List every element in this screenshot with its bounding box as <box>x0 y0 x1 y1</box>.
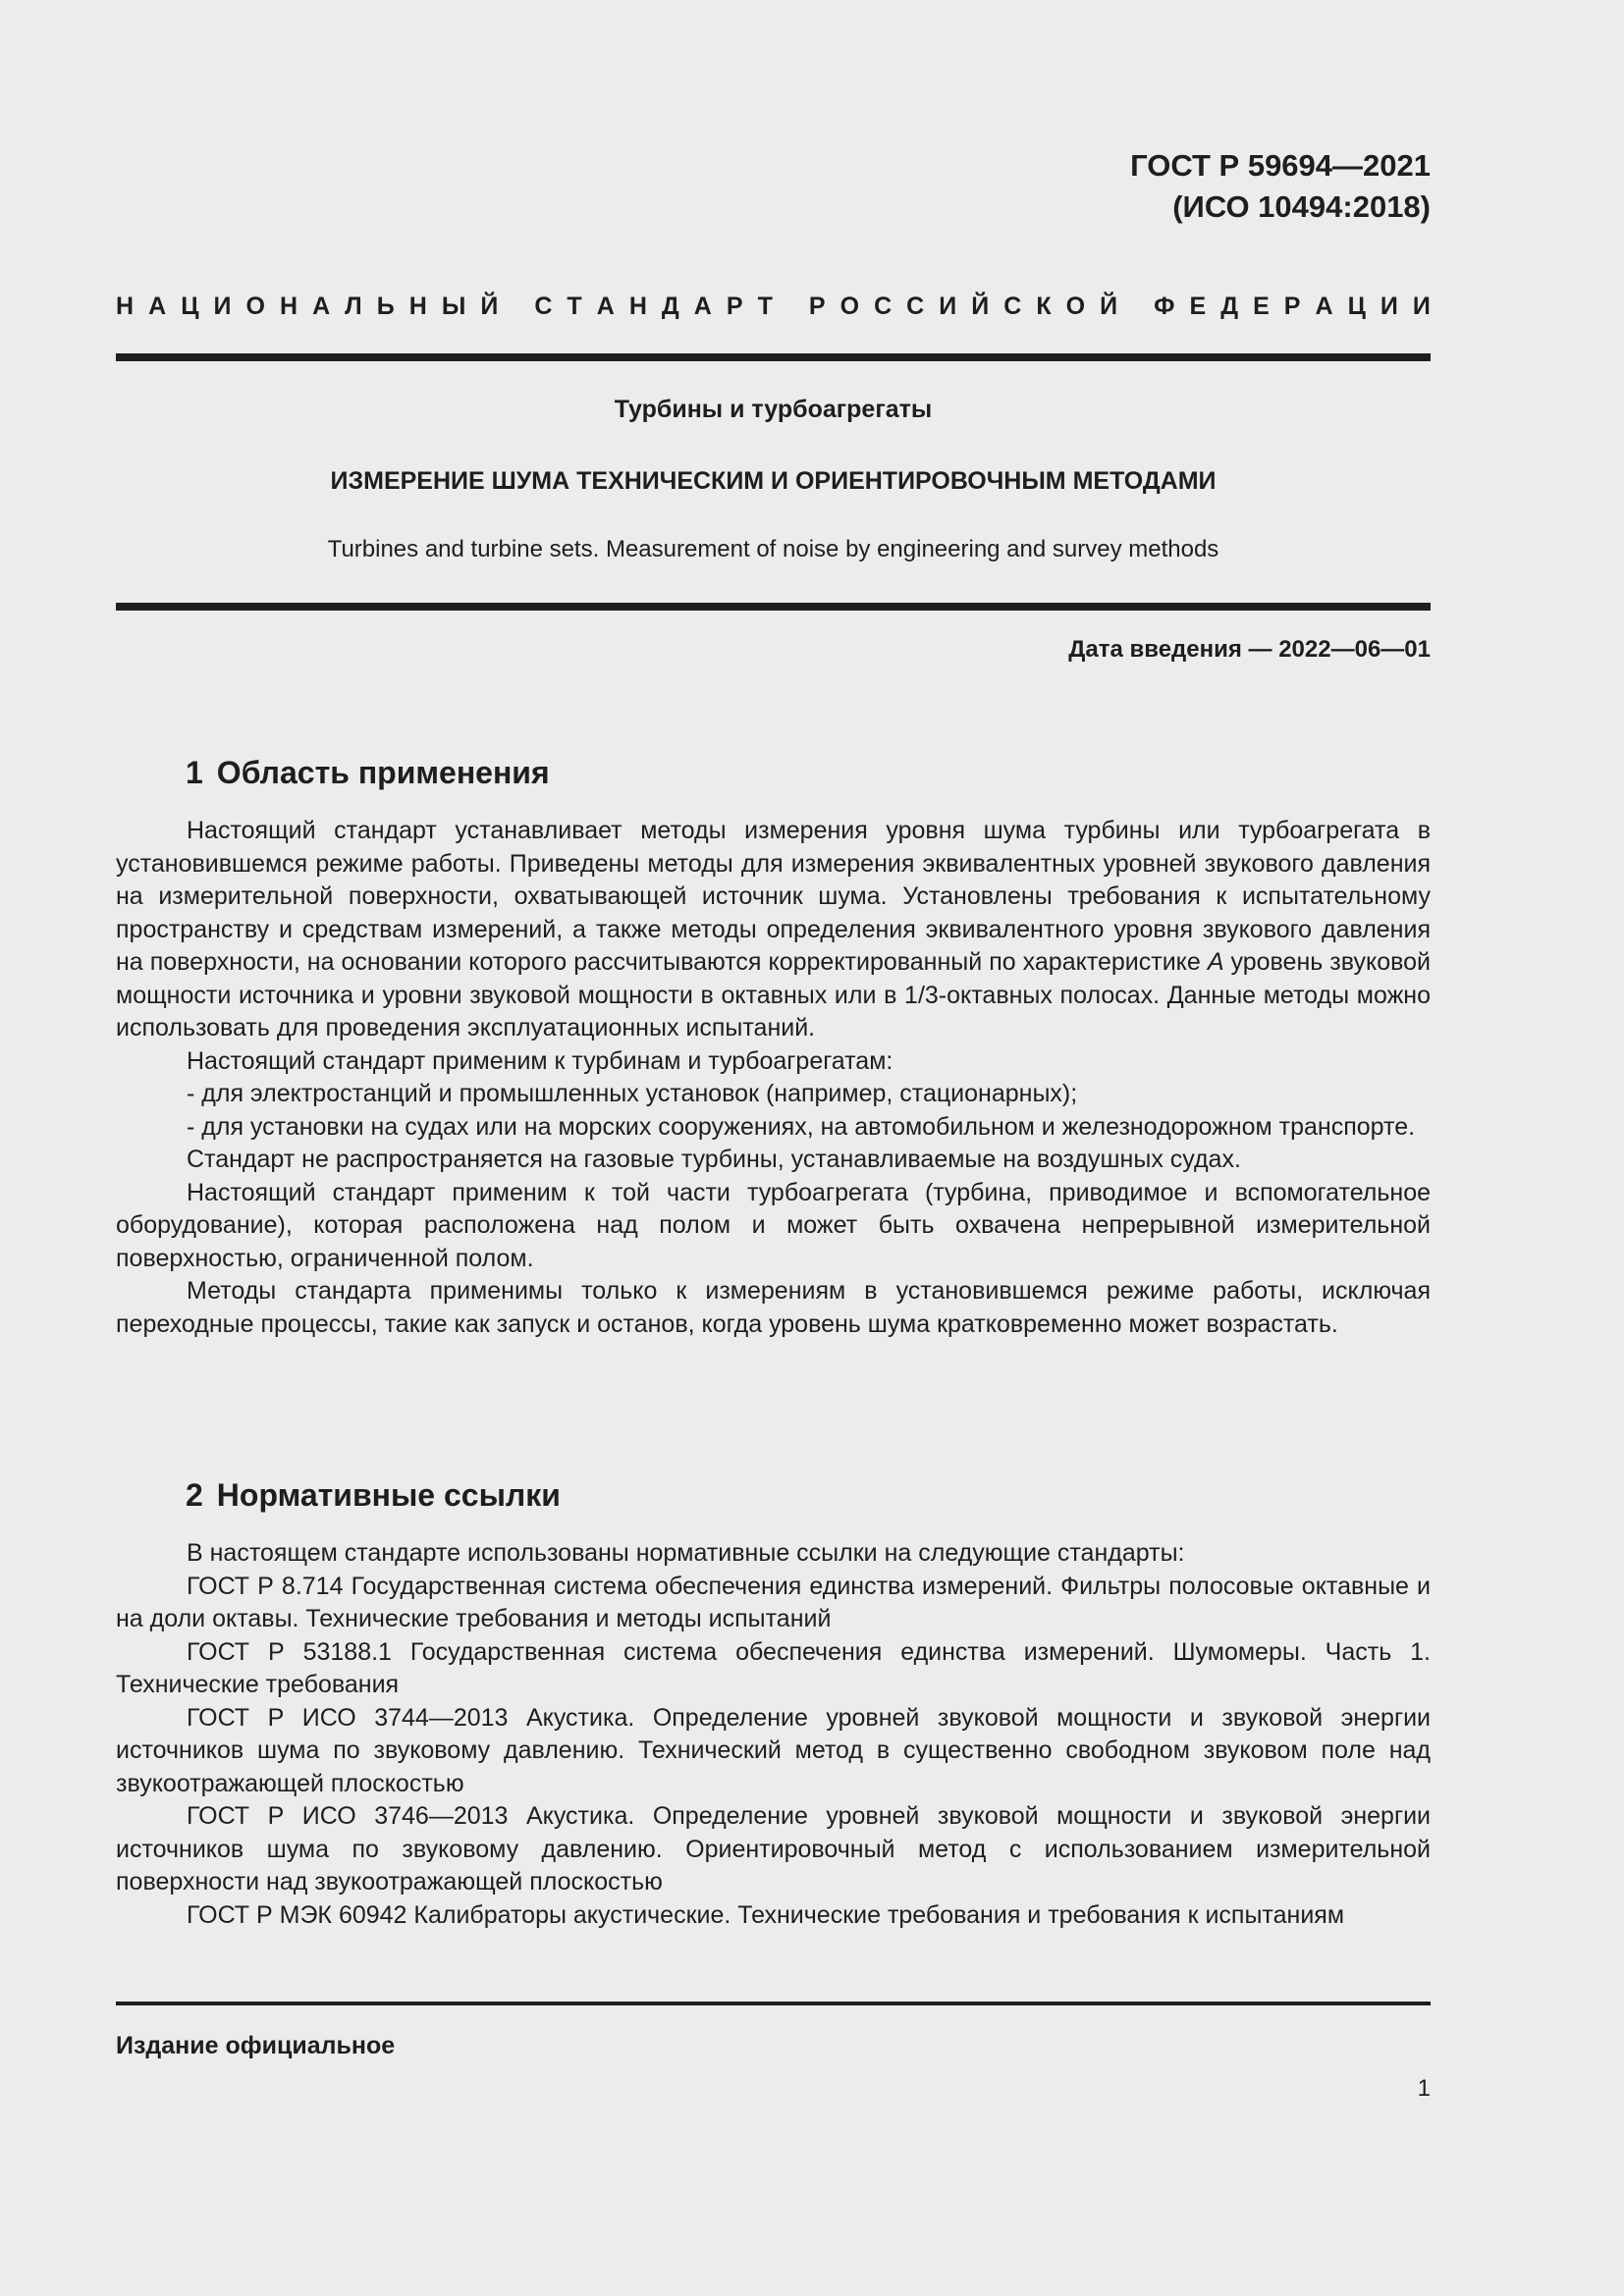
national-standard-letter: С <box>534 293 553 320</box>
section-2-body <box>116 1537 1431 1932</box>
section-1-body <box>116 815 1431 1341</box>
section-2-heading <box>186 1474 561 1516</box>
national-standard-letter: Н <box>408 293 427 320</box>
reference-item: ГОСТ Р 53188.1 Государственная система обеспечения единства измерений. Шумомеры. Часть 1. Технические требования <box>116 1637 1431 1698</box>
italic-symbol: А <box>1207 948 1224 976</box>
national-standard-letter: С <box>1003 293 1022 320</box>
national-standard-letter: Р <box>808 293 826 320</box>
top-rule <box>116 353 1431 361</box>
section-1-list-item: - для установки на судах или на морских сооружениях, на автомобильном и железнодорожном транспорте. <box>187 1112 1416 1141</box>
national-standard-letter: А <box>693 293 712 320</box>
national-standard-letter: А <box>312 293 331 320</box>
national-standard-letter <box>1132 290 1139 323</box>
national-standard-letter: А <box>148 293 167 320</box>
national-standard-letter: С <box>874 293 893 320</box>
document-title-english: Turbines and turbine sets. Measurement of noise by engineering and survey methods <box>327 536 1219 562</box>
national-standard-letter: Р <box>1283 293 1301 320</box>
footer-rule <box>116 2002 1431 2005</box>
national-standard-letter: Е <box>1253 293 1270 320</box>
national-standard-letter: Й <box>480 293 499 320</box>
national-standard-letter: С <box>906 293 925 320</box>
document-number <box>1130 145 1431 228</box>
national-standard-letter: К <box>1036 293 1052 320</box>
text-run: уровень звуковой мощности источника и уровни звуковой мощности в октавных или в 1/3-октавных полосах. Данные методы можно использовать для проведения эксплуатационных испытаний. <box>116 948 1431 1041</box>
section-2-number: 2 <box>186 1477 203 1513</box>
page-number: 1 <box>1417 2075 1431 2102</box>
national-standard-letter: Т <box>757 293 773 320</box>
official-edition-label: Издание официальное <box>116 2032 396 2059</box>
section-1-paragraph: Настоящий стандарт применим к турбинам и турбоагрегатам: <box>187 1046 893 1075</box>
national-standard-heading <box>116 290 1431 323</box>
national-standard-letter: Т <box>567 293 582 320</box>
national-standard-letter: Д <box>661 293 679 320</box>
national-standard-letter: Н <box>116 293 135 320</box>
section-1-paragraph: Настоящий стандарт применим к той части турбоагрегата (турбина, приводимое и вспомогательное оборудование), которая расположена над полом и может быть охвачена непрерывной измерительной поверхностью, ограниченной полом. <box>116 1178 1431 1272</box>
national-standard-letter: Л <box>345 293 362 320</box>
section-1-title: Область применения <box>216 755 550 790</box>
introduction-date: Дата введения — 2022—06—01 <box>1068 636 1431 663</box>
national-standard-letter: Д <box>1220 293 1239 320</box>
national-standard-letter: Ы <box>441 293 466 320</box>
national-standard-letter <box>513 290 519 323</box>
section-2-paragraph: В настоящем стандарте использованы нормативные ссылки на следующие стандарты: <box>187 1539 1185 1567</box>
national-standard-letter: Ц <box>181 293 199 320</box>
section-1-paragraph <box>116 815 1431 1045</box>
title-bottom-rule <box>116 603 1431 611</box>
reference-item: ГОСТ Р МЭК 60942 Калибраторы акустические. Технические требования и требования к испытаниям <box>187 1900 1345 1929</box>
national-standard-letter: Е <box>1189 293 1207 320</box>
national-standard-letter: И <box>1412 293 1431 320</box>
national-standard-letter: Ц <box>1347 293 1366 320</box>
topic-line: Турбины и турбоагрегаты <box>614 396 933 423</box>
national-standard-letter: О <box>245 293 265 320</box>
section-1-paragraph: Методы стандарта применимы только к измерениям в установившемся режиме работы, исключая переходные процессы, такие как запуск и останов, когда уровень шума кратковременно может возрастать. <box>116 1277 1431 1338</box>
national-standard-letter: Н <box>628 293 647 320</box>
reference-item: ГОСТ Р ИСО 3746—2013 Акустика. Определение уровней звуковой мощности и звуковой энергии источников шума по звуковому давлению. Ориентировочный метод с использованием измерительной поверхности над звукоотражающей плоскостью <box>116 1802 1431 1896</box>
national-standard-letter: Р <box>726 293 743 320</box>
national-standard-letter: Ь <box>376 293 395 320</box>
national-standard-letter: И <box>213 293 232 320</box>
national-standard-letter: И <box>1380 293 1398 320</box>
national-standard-letter: А <box>1315 293 1333 320</box>
reference-item: ГОСТ Р ИСО 3744—2013 Акустика. Определение уровней звуковой мощности и звуковой энергии источников шума по звуковому давлению. Технический метод в существенно свободном звуковом поле над звукоотражающей плоскостью <box>116 1703 1431 1797</box>
section-2-title: Нормативные ссылки <box>216 1477 561 1513</box>
national-standard-letter: Ф <box>1154 293 1175 320</box>
doc-number-line1: ГОСТ Р 59694—2021 <box>1130 148 1431 183</box>
section-1-paragraph: Стандарт не распространяется на газовые турбины, устанавливаемые на воздушных судах. <box>187 1146 1241 1173</box>
section-1-heading <box>186 752 550 793</box>
section-1-number: 1 <box>186 755 203 790</box>
national-standard-letter: Й <box>1100 293 1118 320</box>
national-standard-letters <box>116 290 1431 323</box>
national-standard-letter: О <box>839 293 860 320</box>
national-standard-letter: Й <box>971 293 990 320</box>
national-standard-letter: И <box>939 293 957 320</box>
section-1-list-item: - для электростанций и промышленных установок (например, стационарных); <box>187 1080 1078 1107</box>
document-page <box>116 0 1431 2296</box>
national-standard-letter: Н <box>279 293 298 320</box>
national-standard-letter: А <box>596 293 615 320</box>
reference-item: ГОСТ Р 8.714 Государственная система обеспечения единства измерений. Фильтры полосовые октавные и на доли октавы. Технические требования и методы испытаний <box>116 1572 1431 1632</box>
national-standard-letter: О <box>1065 293 1086 320</box>
text-run: Настоящий стандарт устанавливает методы измерения уровня шума турбины или турбоагрегата в установившемся режиме работы. Приведены методы для измерения эквивалентных уровней звукового давления на измерительной поверхности, охватывающей источник шума. Установлены требования к испытательному пространству и средствам измерений, а также методы определения эквивалентного уровня звукового давления на поверхности, на основании которого рассчитываются корректированный по характеристике <box>116 817 1431 976</box>
national-standard-letter <box>787 290 794 323</box>
document-title: ИЗМЕРЕНИЕ ШУМА ТЕХНИЧЕСКИМ И ОРИЕНТИРОВОЧНЫМ МЕТОДАМИ <box>330 467 1217 495</box>
doc-number-line2: (ИСО 10494:2018) <box>1172 189 1431 224</box>
